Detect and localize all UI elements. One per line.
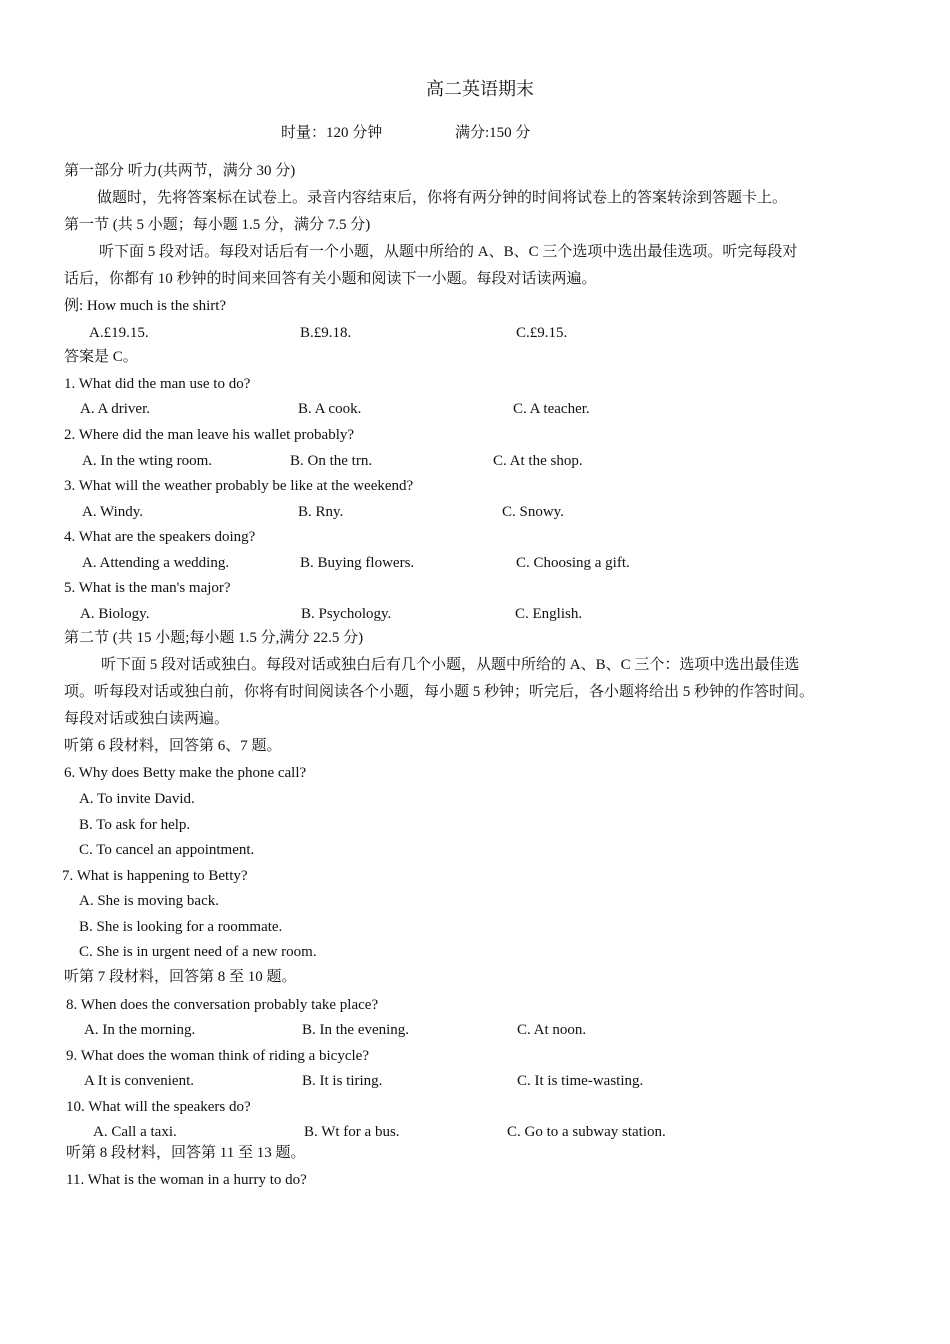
q5-stem: 5. What is the man's major? [64, 580, 231, 596]
q8-option-b: B. In the evening. [302, 1022, 410, 1038]
q2-stem: 2. Where did the man leave his wallet probably? [64, 427, 355, 443]
q4-stem: 4. What are the speakers doing? [64, 529, 256, 545]
q9-stem: 9. What does the woman think of riding a bicycle? [66, 1048, 369, 1064]
section1-instruction-line2: 话后，你都有 10 秒钟的时间来回答有关小题和阅读下一小题。每段对话读两遍。 [64, 271, 597, 287]
q8-stem: 8. When does the conversation probably take place? [66, 997, 379, 1013]
q3-option-a: A. Windy. [82, 504, 144, 520]
q8-option-c: C. At noon. [517, 1022, 587, 1038]
exam-time: 时量：120 分钟 [281, 125, 383, 141]
q5-option-c: C. English. [515, 606, 583, 622]
q2-option-b: B. On the trn. [290, 453, 373, 469]
q4-option-b: B. Buying flowers. [300, 555, 415, 571]
q3-stem: 3. What will the weather probably be like at the weekend? [64, 478, 414, 494]
q2-option-a: A. In the wting room. [82, 453, 212, 469]
q10-stem: 10. What will the speakers do? [66, 1099, 251, 1115]
example-option-b: B.£9.18. [300, 325, 352, 341]
q6-option-b: B. To ask for help. [79, 817, 191, 833]
example-answer: 答案是 C。 [64, 349, 138, 365]
q1-option-c: C. A teacher. [513, 401, 590, 417]
q7-option-c: C. She is in urgent need of a new room. [79, 944, 317, 960]
section2-instruction-line2: 项。听每段对话或独白前，你将有时间阅读各个小题，每小题 5 秒钟；听完后，各小题将给出 5 秒钟的作答时间。 [64, 684, 815, 700]
section2-instruction-line1: 听下面 5 段对话或独白。每段对话或独白后有几个小题，从题中所给的 A、B、C 三个：选项中选出最佳选 [101, 657, 800, 673]
q5-option-a: A. Biology. [80, 606, 150, 622]
q6-option-a: A. To invite David. [79, 791, 195, 807]
part1-heading: 第一部分 听力(共两节，满分 30 分) [64, 163, 296, 179]
q8-option-a: A. In the morning. [84, 1022, 196, 1038]
q10-option-c: C. Go to a subway station. [507, 1124, 666, 1140]
q7-stem: 7. What is happening to Betty? [62, 868, 248, 884]
exam-full-score: 满分:150 分 [455, 125, 531, 141]
q1-stem: 1. What did the man use to do? [64, 376, 251, 392]
example-question: 例: How much is the shirt? [64, 298, 227, 314]
example-option-c: C.£9.15. [516, 325, 568, 341]
q4-option-c: C. Choosing a gift. [516, 555, 630, 571]
q9-option-a: A It is convenient. [84, 1073, 194, 1089]
material8-note: 听第 8 段材料，回答第 11 至 13 题。 [66, 1145, 306, 1161]
material6-note: 听第 6 段材料，回答第 6、7 题。 [64, 738, 282, 754]
q5-option-b: B. Psychology. [301, 606, 392, 622]
q6-option-c: C. To cancel an appointment. [79, 842, 255, 858]
example-option-a: A.£19.15. [89, 325, 149, 341]
q9-option-c: C. It is time-wasting. [517, 1073, 644, 1089]
section2-heading: 第二节 (共 15 小题;每小题 1.5 分,满分 22.5 分) [64, 630, 364, 646]
part1-instruction: 做题时，先将答案标在试卷上。录音内容结束后，你将有两分钟的时间将试卷上的答案转涂到答题卡上。 [97, 190, 788, 206]
q2-option-c: C. At the shop. [493, 453, 583, 469]
q6-stem: 6. Why does Betty make the phone call? [64, 765, 307, 781]
q7-option-a: A. She is moving back. [79, 893, 219, 909]
q1-option-a: A. A driver. [80, 401, 150, 417]
q10-option-a: A. Call a taxi. [93, 1124, 177, 1140]
q10-option-b: B. Wt for a bus. [304, 1124, 400, 1140]
section2-instruction-line3: 每段对话或独白读两遍。 [64, 711, 230, 727]
q7-option-b: B. She is looking for a roommate. [79, 919, 283, 935]
q11-stem: 11. What is the woman in a hurry to do? [66, 1172, 307, 1188]
q1-option-b: B. A cook. [298, 401, 362, 417]
q4-option-a: A. Attending a wedding. [82, 555, 230, 571]
q3-option-b: B. Rny. [298, 504, 344, 520]
q9-option-b: B. It is tiring. [302, 1073, 383, 1089]
page-title: 高二英语期末 [426, 79, 534, 99]
section1-heading: 第一节 (共 5 小题；每小题 1.5 分，满分 7.5 分) [64, 217, 371, 233]
q3-option-c: C. Snowy. [502, 504, 564, 520]
material7-note: 听第 7 段材料，回答第 8 至 10 题。 [64, 969, 297, 985]
section1-instruction-line1: 听下面 5 段对话。每段对话后有一个小题，从题中所给的 A、B、C 三个选项中选出最佳选项。听完每段对 [99, 244, 798, 260]
